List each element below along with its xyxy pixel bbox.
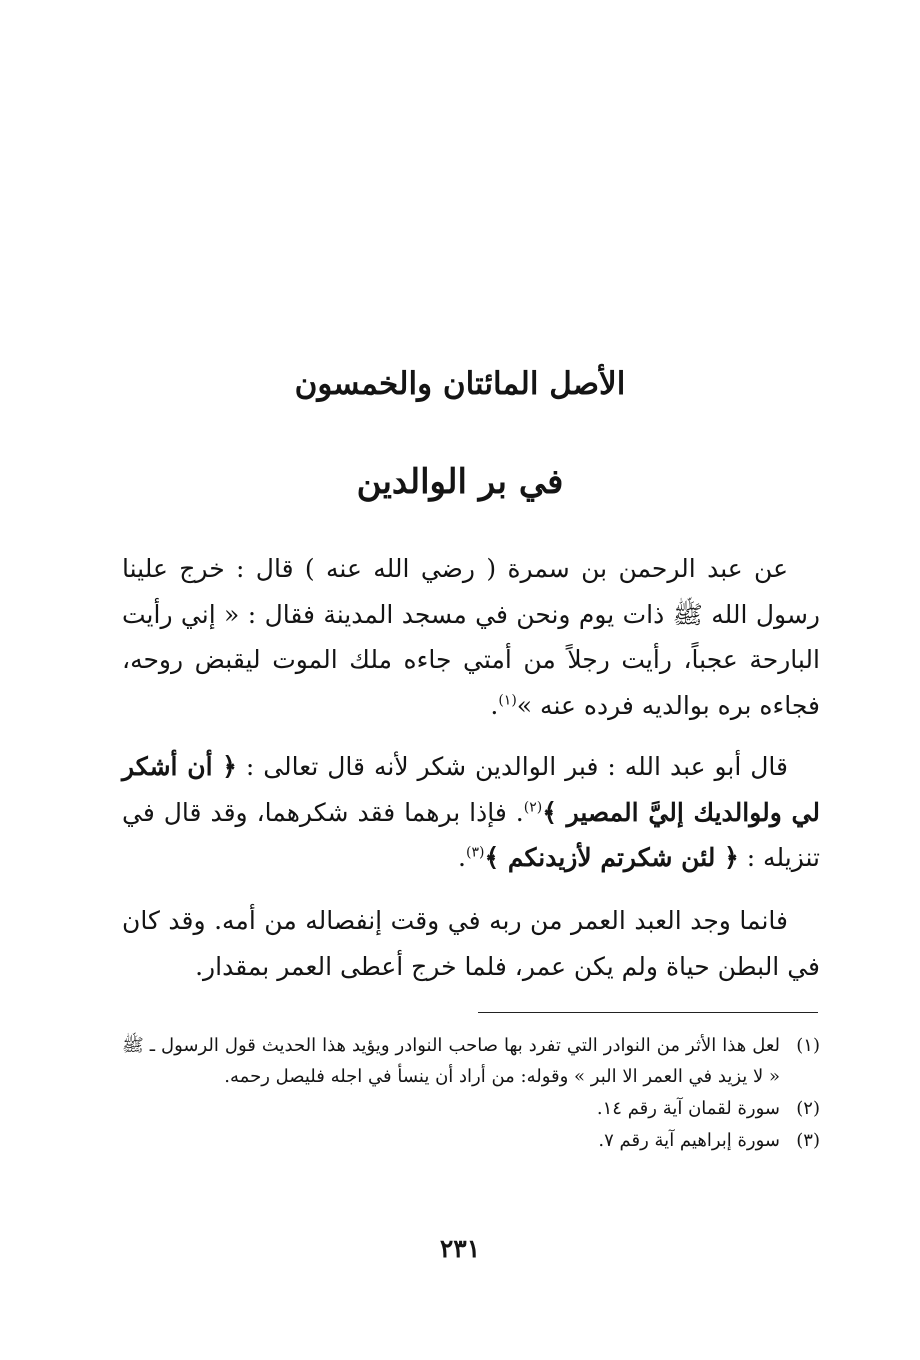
footnote-ref-3: (٣) [466, 844, 485, 861]
quran-verse-ibrahim: ﴿ لئن شكرتم لأزيدنكم ﴾ [484, 843, 739, 872]
paragraph-hadith [122, 546, 820, 728]
footnote-divider [478, 1012, 818, 1013]
hadith-text: عن عبد الرحمن بن سمرة ( رضي الله عنه ) قال : خرج علينا رسول الله ﷺ ذات يوم ونحن في مسجد المدينة فقال : « إني رأيت البارحة عجباً، رأيت رجلاً من أمتي جاءه ملك الموت ليقبض روحه، فجاءه بره بوالديه فرده عنه » [122, 554, 820, 720]
commentary-text-a: قال أبو عبد الله : فبر الوالدين شكر لأنه قال تعالى : [245, 752, 788, 781]
commentary-end: . [458, 843, 466, 872]
hadith-end: . [490, 690, 499, 720]
footnotes [122, 1030, 820, 1157]
footnote-2 [122, 1093, 820, 1124]
footnote-text: لعل هذا الأثر من النوادر التي تفرد بها صاحب النوادر ويؤيد هذا الحديث قول الرسول ـ ﷺ « لا يزيد في العمر الا البر » وقوله: من أراد أن ينسأ في اجله فليصل رحمه. [122, 1035, 780, 1087]
footnote-number: (٣) [796, 1130, 820, 1151]
page-number: ٢٣١ [439, 1234, 481, 1263]
footnote-ref-2: (٢) [523, 799, 543, 816]
footnote-3 [122, 1125, 820, 1156]
chapter-title: الأصل المائتان والخمسون [294, 366, 626, 402]
footnote-1 [122, 1030, 820, 1092]
paragraph-life-span [122, 898, 820, 989]
footnote-number: (٢) [796, 1098, 820, 1119]
footnote-number: (١) [796, 1035, 820, 1056]
footnote-text: سورة لقمان آية رقم ١٤. [596, 1098, 780, 1119]
chapter-subtitle: في بر الوالدين [356, 462, 564, 502]
footnote-text: سورة إبراهيم آية رقم ٧. [598, 1130, 780, 1151]
footnote-ref-1: (١) [498, 692, 517, 709]
commentary-text-b: . فإذا برهما فقد شكرهما، وقد قال في تنزيله : [122, 797, 820, 872]
quran-verse-luqman: ﴿ أن أشكر لي ولوالديك إليَّ المصير ﴾ [122, 752, 821, 827]
paragraph-commentary [122, 744, 820, 881]
life-span-text: فانما وجد العبد العمر من ربه في وقت إنفصاله من أمه. وقد كان في البطن حياة ولم يكن عمر، فلما خرج أعطى العمر بمقدار. [122, 906, 820, 981]
